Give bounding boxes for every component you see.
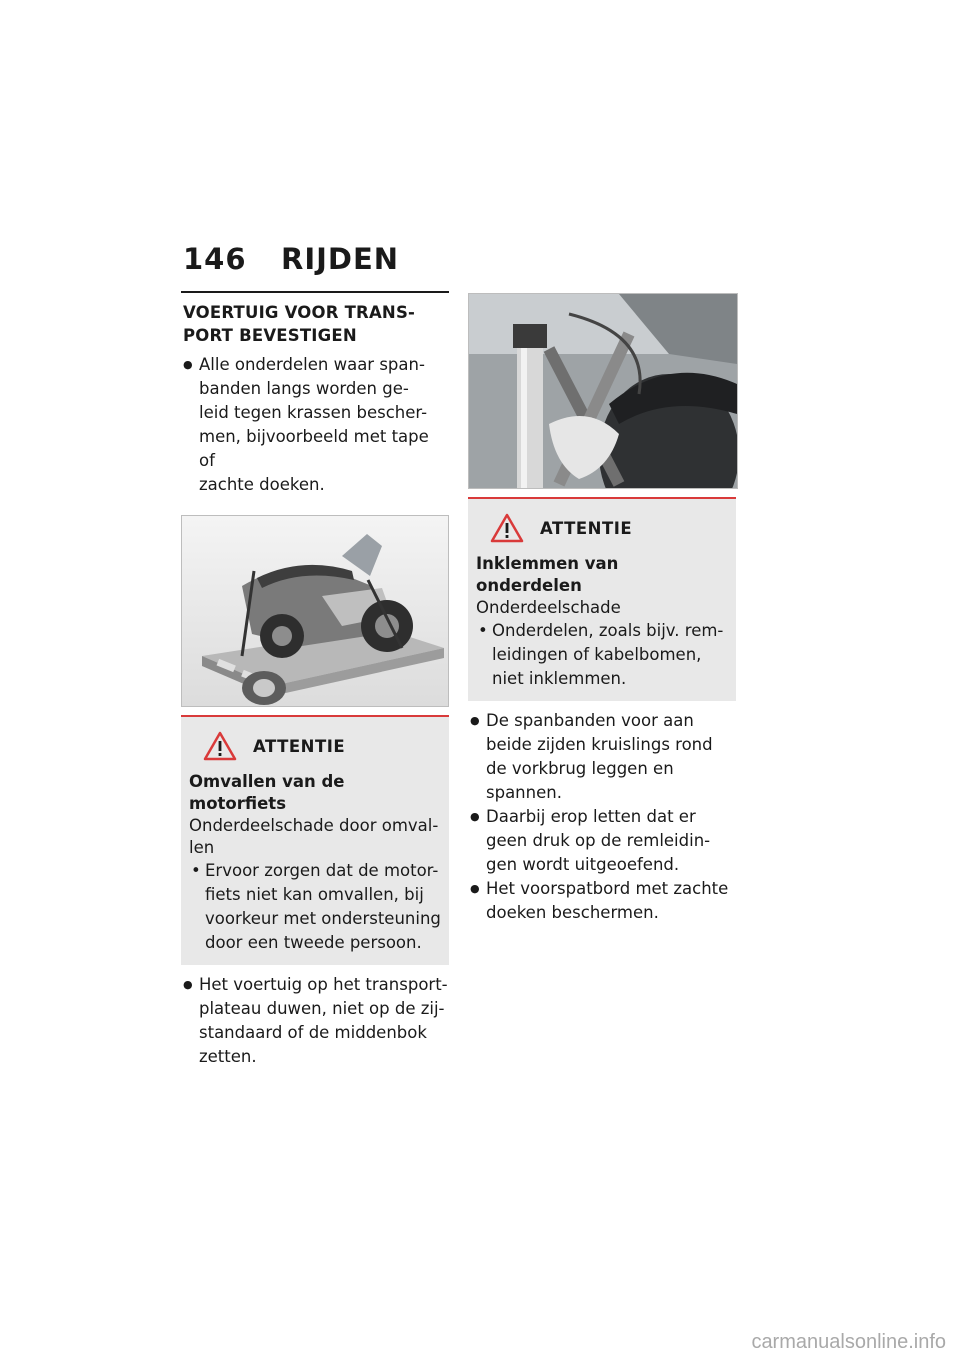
warning-title: ATTENTIE: [540, 518, 633, 538]
instruction-item: ● Het voorspatbord met zachte doeken beschermen.: [468, 877, 736, 925]
motorcycle-on-trailer-photo: [181, 515, 449, 707]
chapter-title: RIJDEN: [281, 242, 400, 276]
instruction-item: ● De spanbanden voor aan beide zijden kruislings rond de vorkbrug leggen en spannen.: [468, 709, 736, 805]
warning-list: [476, 619, 728, 691]
left-column: [181, 291, 449, 1069]
warning-title: ATTENTIE: [253, 736, 346, 756]
scooter-trailer-illustration: [182, 516, 448, 706]
section-title: VOERTUIG VOOR TRANS- PORT BEVESTIGEN: [183, 303, 416, 345]
warning-triangle-icon: [490, 513, 524, 543]
instruction-item: ● Het voertuig op het transport- plateau duwen, niet op de zij- standaard of de middenbok zetten.: [181, 973, 449, 1069]
warning-box-tipping: [181, 715, 449, 965]
warning-text: Onderdeelschade door omval- len: [189, 816, 439, 857]
warning-header: [490, 513, 728, 543]
page-heading: [183, 242, 399, 276]
warning-list-item: • Onderdelen, zoals bijv. rem- leidingen of kabelbomen, niet inklemmen.: [476, 619, 728, 691]
warning-triangle-icon: [203, 731, 237, 761]
instruction-item: ● Daarbij erop letten dat er geen druk op de remleidin- gen wordt uitgeoefend.: [468, 805, 736, 877]
warning-text: Onderdeelschade: [476, 598, 621, 617]
instruction-list-2: [181, 973, 449, 1069]
warning-list: [189, 859, 441, 955]
fork-bridge-straps-illustration: [469, 294, 737, 488]
warning-box-clamping: [468, 497, 736, 701]
section-rule: [181, 291, 449, 293]
fork-strap-photo: [468, 293, 738, 489]
instruction-list-right: [468, 709, 736, 925]
warning-list-item: • Ervoor zorgen dat de motor- fiets niet kan omvallen, bij voorkeur met ondersteuning door een tweede persoon.: [189, 859, 441, 955]
warning-header: [203, 731, 441, 761]
watermark: carmanualsonline.info: [751, 1331, 946, 1353]
page-number: 146: [183, 242, 247, 276]
warning-subtitle: Omvallen van de motorfiets: [189, 772, 345, 813]
instruction-item: ● Alle onderdelen waar span- banden langs worden ge- leid tegen krassen bescher- men, bijvoorbeeld met tape of zachte doeken.: [181, 353, 449, 497]
right-column: [468, 293, 736, 925]
warning-subtitle: Inklemmen van onderdelen: [476, 554, 619, 595]
instruction-list: [181, 353, 449, 497]
